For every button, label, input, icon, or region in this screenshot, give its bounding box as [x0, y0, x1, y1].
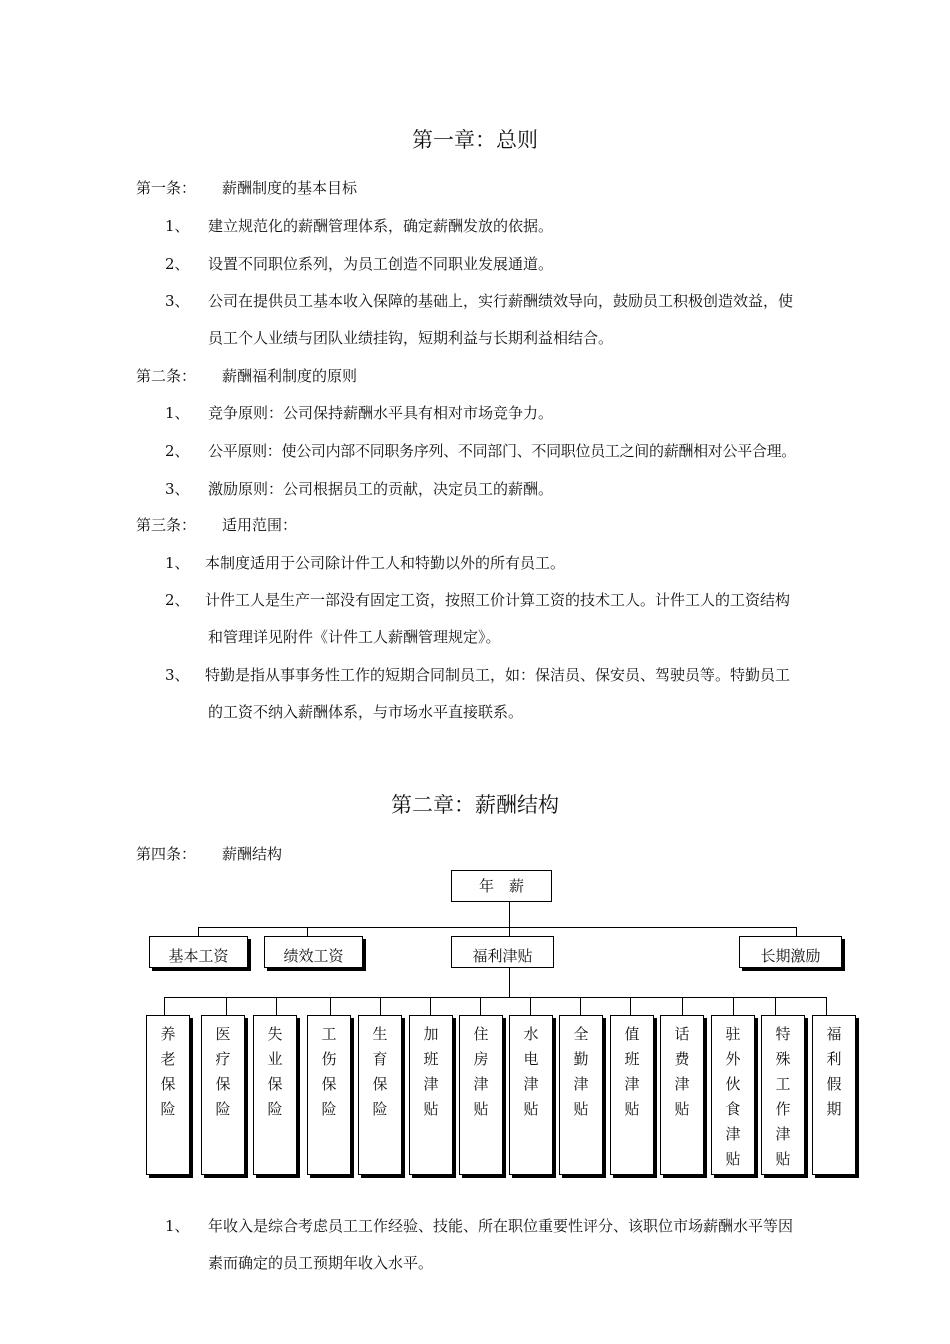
diagram-char: 业: [267, 1050, 283, 1068]
diagram-char: 津: [624, 1075, 640, 1093]
connector-l2-6: [430, 997, 431, 1015]
diagram-char: 水: [523, 1025, 539, 1043]
article2-item2-text: 公平原则：使公司内部不同职务序列、不同部门、不同职位员工之间的薪酬相对公平合理。: [208, 442, 797, 460]
diagram-char: 育: [372, 1050, 388, 1068]
connector-root-down: [509, 901, 510, 936]
node-injury-insurance: [307, 1015, 351, 1175]
diagram-char: 殊: [775, 1050, 791, 1068]
diagram-char: 险: [372, 1100, 388, 1118]
article3-item2-num: 2、: [165, 591, 190, 609]
node-special-work-allowance: [761, 1015, 805, 1175]
diagram-char: 外: [725, 1050, 741, 1068]
connector-l2-12: [733, 997, 734, 1015]
diagram-char: 生: [372, 1025, 388, 1043]
diagram-char: 保: [160, 1075, 176, 1093]
diagram-char: 贴: [674, 1100, 690, 1118]
chapter2-title: 第二章：薪酬结构: [391, 793, 559, 817]
diagram-char: 贴: [775, 1150, 791, 1168]
diagram-char: 贴: [423, 1100, 439, 1118]
node-unemployment-insurance: [253, 1015, 297, 1175]
connector-l2-10: [630, 997, 631, 1015]
connector-benefit-down: [509, 968, 510, 998]
article3-item2-text-line1: 计件工人是生产一部没有固定工资，按照工价计算工资的技术工人。计件工人的工资结构: [205, 591, 791, 609]
node-housing-allowance: [459, 1015, 503, 1175]
diagram-char: 工: [775, 1075, 791, 1093]
diagram-char: 勤: [573, 1050, 589, 1068]
diagram-char: 津: [573, 1075, 589, 1093]
article4-item1-num: 1、: [165, 1217, 190, 1235]
node-attendance-allowance: [559, 1015, 603, 1175]
article4-label: 第四条：: [136, 845, 197, 863]
node-basic-salary: 基本工资: [149, 936, 248, 968]
article2-item1-num: 1、: [165, 404, 190, 422]
diagram-char: 加: [423, 1025, 439, 1043]
article3-item3-text-line1: 特勤是指从事事务性工作的短期合同制员工，如：保洁员、保安员、驾驶员等。特勤员工: [205, 666, 791, 684]
diagram-char: 保: [267, 1075, 283, 1093]
diagram-char: 险: [215, 1100, 231, 1118]
diagram-char: 津: [725, 1125, 741, 1143]
article4-item1-text-line1: 年收入是综合考虑员工工作经验、技能、所在职位重要性评分、该职位市场薪酬水平等因: [208, 1217, 794, 1235]
article3-item1-text: 本制度适用于公司除计件工人和特勤以外的所有员工。: [205, 554, 566, 572]
diagram-char: 贴: [624, 1100, 640, 1118]
article3-label: 第三条：: [136, 516, 197, 534]
diagram-char: 班: [423, 1050, 439, 1068]
diagram-char: 特: [775, 1025, 791, 1043]
diagram-char: 疗: [215, 1050, 231, 1068]
diagram-char: 房: [473, 1050, 489, 1068]
diagram-char: 费: [674, 1050, 690, 1068]
diagram-char: 老: [160, 1050, 176, 1068]
connector-level2-bus: [164, 997, 826, 998]
node-phone-allowance: [660, 1015, 704, 1175]
connector-l2-5: [380, 997, 381, 1015]
node-medical-insurance: [201, 1015, 245, 1175]
node-duty-allowance: [610, 1015, 654, 1175]
connector-l2-3: [276, 997, 277, 1015]
connector-l2-4: [330, 997, 331, 1015]
node-utilities-allowance: [509, 1015, 553, 1175]
diagram-char: 伤: [321, 1050, 337, 1068]
connector-l2-1: [164, 997, 165, 1015]
article2-item3-num: 3、: [165, 480, 190, 498]
article1-item1-text: 建立规范化的薪酬管理体系，确定薪酬发放的依据。: [208, 217, 554, 235]
diagram-char: 保: [372, 1075, 388, 1093]
article2-item3-text: 激励原则：公司根据员工的贡献，决定员工的薪酬。: [208, 480, 554, 498]
article3-title: 适用范围：: [222, 516, 298, 534]
diagram-char: 假: [826, 1075, 842, 1093]
article1-item3-text-line1: 公司在提供员工基本收入保障的基础上，实行薪酬绩效导向，鼓励员工积极创造效益，使: [208, 292, 794, 310]
connector-l2-2: [226, 997, 227, 1015]
diagram-char: 贴: [573, 1100, 589, 1118]
node-annual-salary: 年 薪: [451, 870, 552, 902]
connector-l2-8: [530, 997, 531, 1015]
diagram-char: 作: [775, 1100, 791, 1118]
article2-item2-num: 2、: [165, 442, 190, 460]
diagram-char: 保: [215, 1075, 231, 1093]
diagram-char: 值: [624, 1025, 640, 1043]
diagram-char: 利: [826, 1050, 842, 1068]
diagram-char: 津: [473, 1075, 489, 1093]
article3-item2-text-line2: 和管理详见附件《计件工人薪酬管理规定》。: [208, 628, 501, 646]
article1-item3-text-line2: 员工个人业绩与团队业绩挂钩，短期利益与长期利益相结合。: [208, 329, 614, 347]
article3-item3-num: 3、: [165, 666, 190, 684]
connector-l2-14: [826, 997, 827, 1015]
diagram-char: 津: [423, 1075, 439, 1093]
article2-item1-text: 竞争原则：公司保持薪酬水平具有相对市场竞争力。: [208, 404, 554, 422]
diagram-char: 险: [160, 1100, 176, 1118]
article1-item2-num: 2、: [165, 255, 190, 273]
node-maternity-insurance: [358, 1015, 402, 1175]
diagram-char: 班: [624, 1050, 640, 1068]
diagram-char: 津: [674, 1075, 690, 1093]
diagram-char: 食: [725, 1100, 741, 1118]
diagram-char: 贴: [523, 1100, 539, 1118]
diagram-char: 福: [826, 1025, 842, 1043]
diagram-char: 期: [826, 1100, 842, 1118]
node-long-term-incentive: 长期激励: [739, 936, 842, 968]
article3-item3-text-line2: 的工资不纳入薪酬体系，与市场水平直接联系。: [208, 703, 524, 721]
diagram-char: 保: [321, 1075, 337, 1093]
diagram-char: 话: [674, 1025, 690, 1043]
diagram-char: 工: [321, 1025, 337, 1043]
diagram-char: 驻: [725, 1025, 741, 1043]
diagram-char: 失: [267, 1025, 283, 1043]
connector-l2-7: [480, 997, 481, 1015]
diagram-char: 伙: [725, 1075, 741, 1093]
article1-item3-num: 3、: [165, 292, 190, 310]
diagram-char: 电: [523, 1050, 539, 1068]
diagram-char: 全: [573, 1025, 589, 1043]
diagram-char: 险: [267, 1100, 283, 1118]
article4-item1-text-line2: 素而确定的员工预期年收入水平。: [208, 1254, 434, 1272]
connector-level1-bus: [198, 927, 796, 928]
article1-title: 薪酬制度的基本目标: [222, 179, 358, 197]
diagram-char: 住: [473, 1025, 489, 1043]
diagram-char: 险: [321, 1100, 337, 1118]
article3-item1-num: 1、: [165, 554, 190, 572]
article2-label: 第二条：: [136, 367, 197, 385]
node-pension-insurance: [146, 1015, 190, 1175]
article2-title: 薪酬福利制度的原则: [222, 367, 358, 385]
article4-title: 薪酬结构: [222, 845, 283, 863]
connector-l2-9: [580, 997, 581, 1015]
diagram-char: 贴: [725, 1150, 741, 1168]
diagram-char: 津: [523, 1075, 539, 1093]
node-performance-salary: 绩效工资: [264, 936, 363, 968]
article1-item1-num: 1、: [165, 217, 190, 235]
diagram-char: 养: [160, 1025, 176, 1043]
node-expat-meal-allowance: [711, 1015, 755, 1175]
diagram-char: 津: [775, 1125, 791, 1143]
node-benefit-leave: [812, 1015, 856, 1175]
article1-label: 第一条：: [136, 179, 197, 197]
article1-item2-text: 设置不同职位系列，为员工创造不同职业发展通道。: [208, 255, 554, 273]
node-overtime-allowance: [409, 1015, 453, 1175]
connector-l2-11: [682, 997, 683, 1015]
node-benefits-allowance: 福利津贴: [451, 936, 554, 968]
chapter1-title: 第一章：总则: [412, 128, 538, 152]
connector-l2-13: [775, 997, 776, 1015]
diagram-char: 贴: [473, 1100, 489, 1118]
diagram-char: 医: [215, 1025, 231, 1043]
